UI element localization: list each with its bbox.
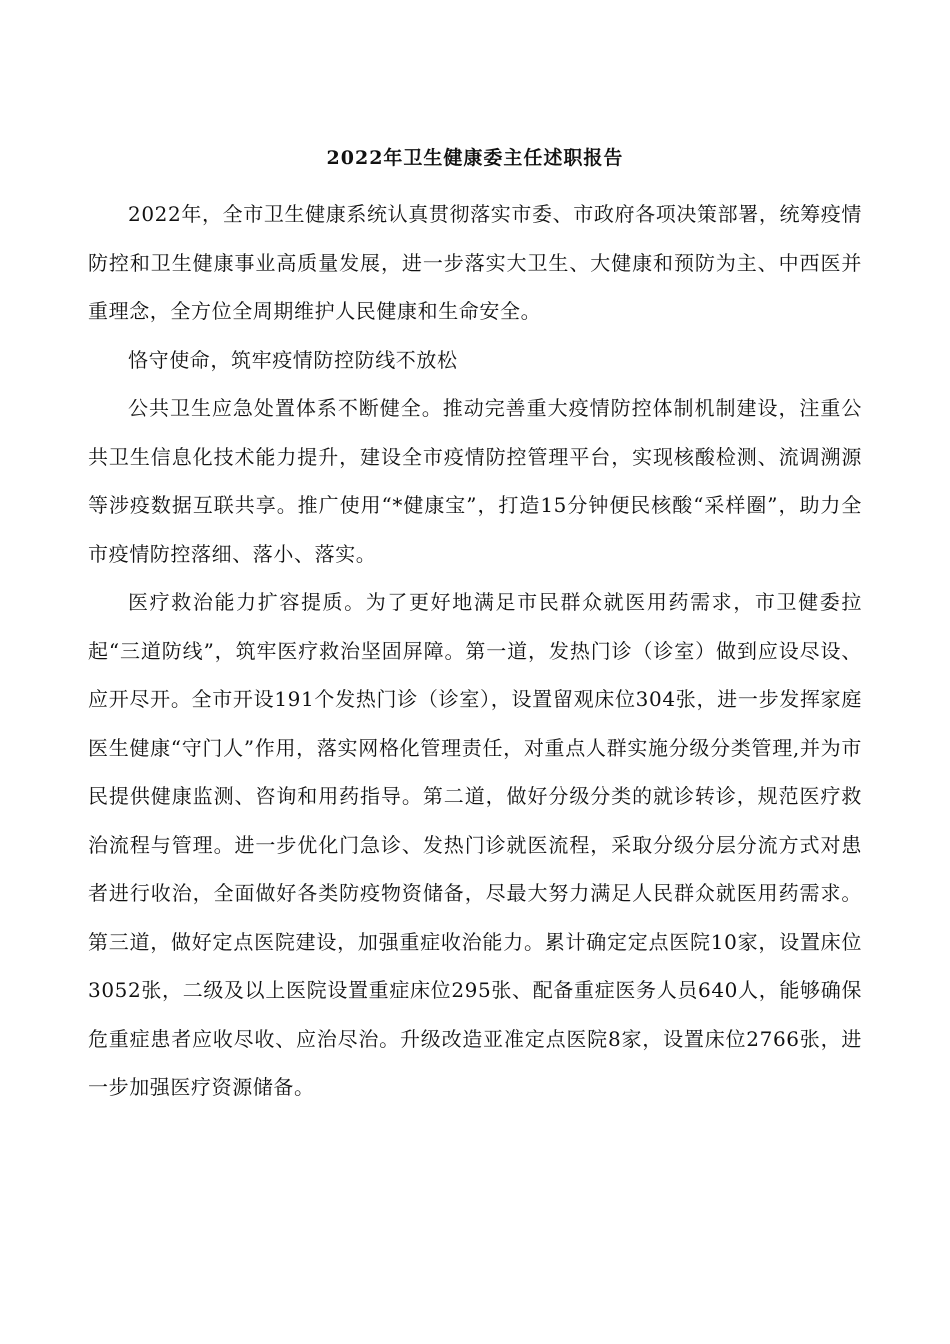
document-body	[88, 190, 862, 1112]
paragraph-intro: 2022年，全市卫生健康系统认真贯彻落实市委、市政府各项决策部署，统筹疫情防控和卫生健康事业高质量发展，进一步落实大卫生、大健康和预防为主、中西医并重理念，全方位全周期维护人民健康和生命安全。	[88, 202, 862, 323]
document-title: 2022年卫生健康委主任述职报告	[326, 147, 624, 169]
paragraph-medical-treatment: 医疗救治能力扩容提质。为了更好地满足市民群众就医用药需求，市卫健委拉起“三道防线”，筑牢医疗救治坚固屏障。第一道，发热门诊（诊室）做到应设尽设、应开尽开。全市开设191个发热门诊（诊室），设置留观床位304张，进一步发挥家庭医生健康“守门人”作用，落实网格化管理责任，对重点人群实施分级分类管理,并为市民提供健康监测、咨询和用药指导。第二道，做好分级分类的就诊转诊，规范医疗救治流程与管理。进一步优化门急诊、发热门诊就医流程，采取分级分层分流方式对患者进行收治，全面做好各类防疫物资储备，尽最大努力满足人民群众就医用药需求。第三道，做好定点医院建设，加强重症收治能力。累计确定定点医院10家，设置床位3052张，二级及以上医院设置重症床位295张、配备重症医务人员640人，能够确保危重症患者应收尽收、应治尽治。升级改造亚准定点医院8家，设置床位2766张，进一步加强医疗资源储备。	[88, 590, 862, 1099]
paragraph-public-health: 公共卫生应急处置体系不断健全。推动完善重大疫情防控体制机制建设，注重公共卫生信息化技术能力提升，建设全市疫情防控管理平台，实现核酸检测、流调溯源等涉疫数据互联共享。推广使用“*健康宝”，打造15分钟便民核酸“采样圈”，助力全市疫情防控落细、落小、落实。	[88, 396, 862, 566]
paragraph-section-heading: 恪守使命，筑牢疫情防控防线不放松	[128, 347, 458, 372]
